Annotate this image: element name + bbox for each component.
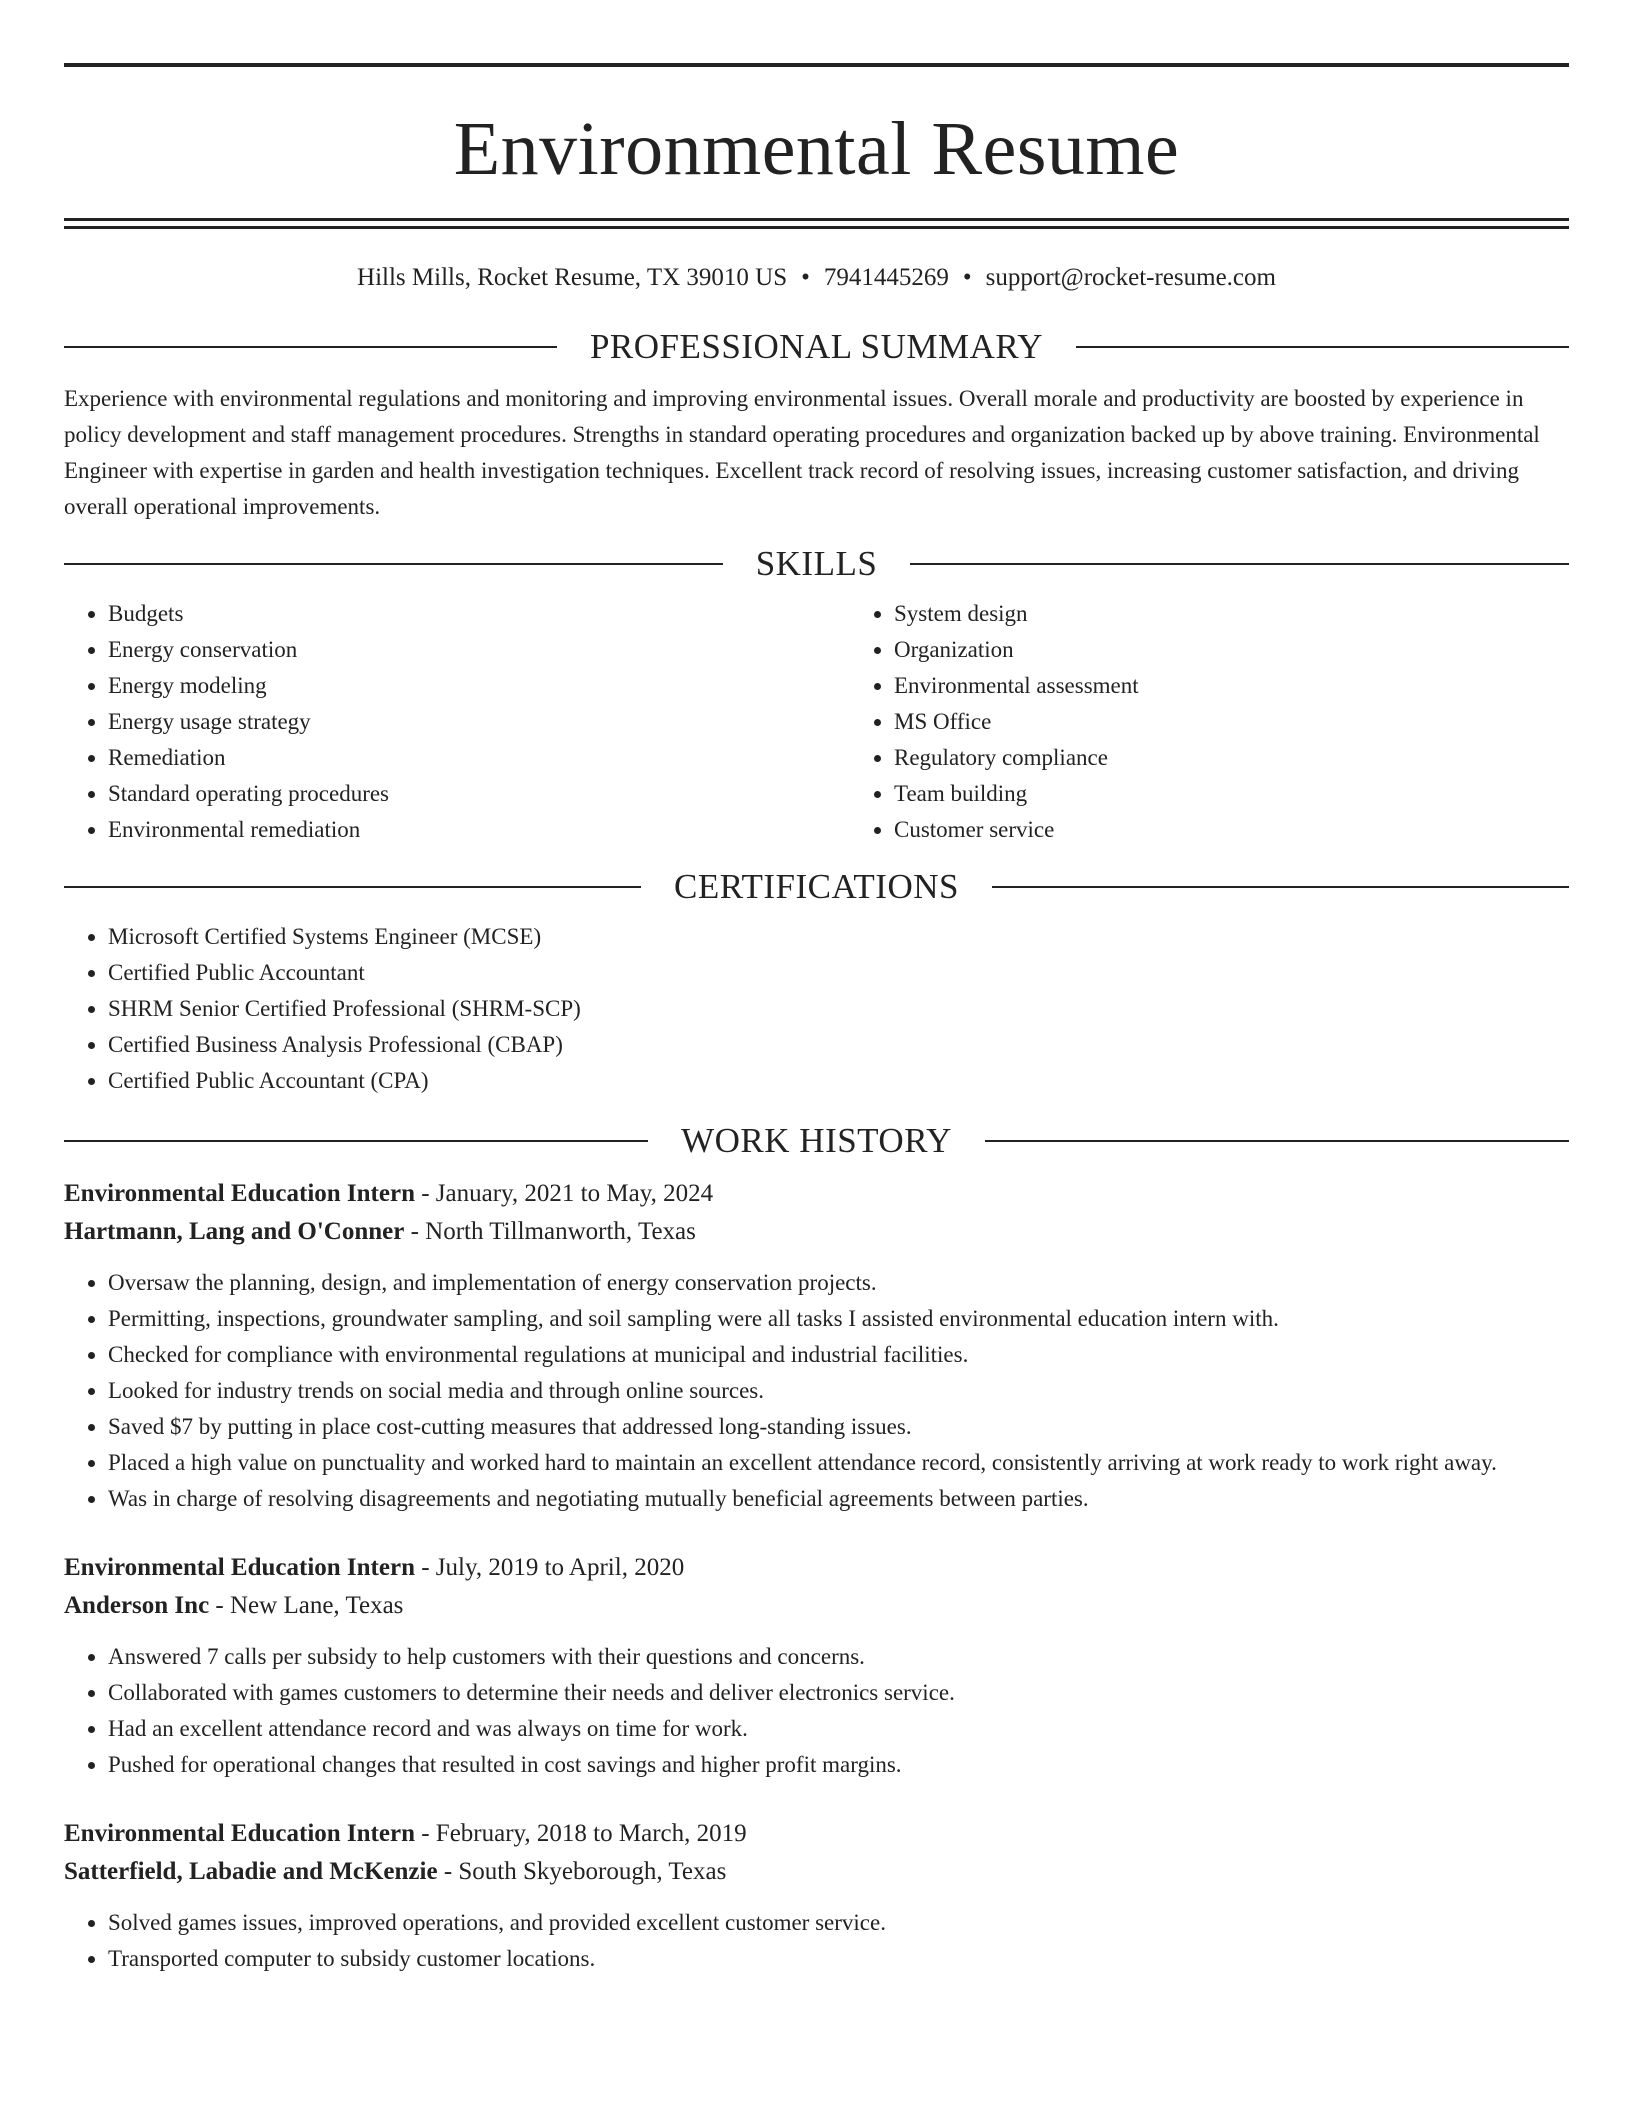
- skill-item: • Energy conservation: [108, 632, 850, 668]
- skill-item: • Energy usage strategy: [108, 704, 850, 740]
- job-company-line: [64, 1587, 1569, 1625]
- double-rule: [64, 218, 1569, 229]
- job-entry: [64, 1549, 1569, 1783]
- contact-phone: 7941445269: [823, 264, 949, 291]
- certifications-heading: [64, 865, 1569, 909]
- skill-item: • System design: [894, 596, 1569, 632]
- job-title: Environmental Education Intern: [64, 1820, 415, 1847]
- skill-item: • Standard operating procedures: [108, 776, 850, 812]
- job-bullet: • Was in charge of resolving disagreements and negotiating mutually beneficial agreements between parties.: [108, 1481, 1569, 1517]
- skill-item: • Budgets: [108, 596, 850, 632]
- resume-content: [64, 0, 1569, 1977]
- skills-list-right: [850, 596, 1569, 848]
- job-company: Anderson Inc: [64, 1592, 210, 1619]
- job-title: Environmental Education Intern: [64, 1554, 415, 1581]
- job-entry: [64, 1175, 1569, 1517]
- summary-text: Experience with environmental regulations and monitoring and improving environmental issues. Overall morale and productivity are boosted by experience in policy development and staff management procedures. Strengths in standard operating procedures and organization backed up by above training. Environmental Engineer with expertise in garden and health investigation techniques. Excellent track record of resolving issues, increasing customer satisfaction, and driving overall operational improvements.: [64, 386, 1540, 519]
- job-title-line: [64, 1175, 1569, 1213]
- heading-rule: [1076, 346, 1569, 348]
- job-title-line: [64, 1549, 1569, 1587]
- job-title-line: [64, 1815, 1569, 1853]
- contact-line: [64, 260, 1569, 296]
- skill-item: • Customer service: [894, 812, 1569, 848]
- summary-heading: [64, 325, 1569, 369]
- resume-title: Environmental Resume: [453, 107, 1180, 191]
- heading-rule: [910, 563, 1569, 565]
- contact-separator: •: [801, 264, 810, 291]
- certification-item: • Certified Business Analysis Professional (CBAP): [108, 1027, 1569, 1063]
- certification-item: • SHRM Senior Certified Professional (SHRM-SCP): [108, 991, 1569, 1027]
- section-title: SKILLS: [755, 544, 878, 583]
- heading-rule: [64, 886, 641, 888]
- skill-item: • Remediation: [108, 740, 850, 776]
- job-bullet: • Oversaw the planning, design, and implementation of energy conservation projects.: [108, 1265, 1569, 1301]
- job-company: Hartmann, Lang and O'Conner: [64, 1218, 405, 1245]
- skill-item: • Energy modeling: [108, 668, 850, 704]
- skills-heading: [64, 542, 1569, 586]
- job-bullets: [64, 1905, 1569, 1977]
- job-dates: - July, 2019 to April, 2020: [421, 1554, 685, 1581]
- job-location: - North Tillmanworth, Texas: [410, 1218, 696, 1245]
- job-bullet: • Saved $7 by putting in place cost-cutting measures that addressed long-standing issues.: [108, 1409, 1569, 1445]
- skill-item: • Environmental assessment: [894, 668, 1569, 704]
- job-bullet: • Transported computer to subsidy customer locations.: [108, 1941, 1569, 1977]
- job-bullets: [64, 1639, 1569, 1783]
- job-location: - South Skyeborough, Texas: [443, 1858, 727, 1885]
- contact-separator: •: [962, 264, 972, 291]
- job-company: Satterfield, Labadie and McKenzie: [64, 1858, 438, 1885]
- heading-rule: [985, 1140, 1569, 1142]
- job-bullet: • Looked for industry trends on social media and through online sources.: [108, 1373, 1569, 1409]
- section-title: PROFESSIONAL SUMMARY: [589, 327, 1044, 366]
- job-bullet: • Answered 7 calls per subsidy to help customers with their questions and concerns.: [108, 1639, 1569, 1675]
- top-rule: [64, 63, 1569, 67]
- job-bullet: • Checked for compliance with environmental regulations at municipal and industrial facilities.: [108, 1337, 1569, 1373]
- work-history-heading: [64, 1119, 1569, 1163]
- skills-list-left: [64, 596, 850, 848]
- skill-item: • Environmental remediation: [108, 812, 850, 848]
- job-bullet: • Solved games issues, improved operations, and provided excellent customer service.: [108, 1905, 1569, 1941]
- skill-item: • Team building: [894, 776, 1569, 812]
- certification-item: • Certified Public Accountant: [108, 955, 1569, 991]
- job-bullet: • Pushed for operational changes that resulted in cost savings and higher profit margins.: [108, 1747, 1569, 1783]
- job-location: - New Lane, Texas: [215, 1592, 404, 1619]
- heading-rule: [64, 346, 557, 348]
- job-company-line: [64, 1213, 1569, 1251]
- job-company-line: [64, 1853, 1569, 1891]
- section-title: CERTIFICATIONS: [674, 867, 959, 906]
- skill-item: • Regulatory compliance: [894, 740, 1569, 776]
- skill-item: • Organization: [894, 632, 1569, 668]
- heading-rule: [992, 886, 1569, 888]
- section-title: WORK HISTORY: [681, 1121, 952, 1160]
- job-bullet: • Collaborated with games customers to determine their needs and deliver electronics service.: [108, 1675, 1569, 1711]
- skills-columns: [64, 596, 1569, 848]
- certification-item: • Certified Public Accountant (CPA): [108, 1063, 1569, 1099]
- job-bullets: [64, 1265, 1569, 1517]
- heading-rule: [64, 563, 723, 565]
- certification-item: • Microsoft Certified Systems Engineer (MCSE): [108, 919, 1569, 955]
- heading-rule: [64, 1140, 648, 1142]
- contact-address: Hills Mills, Rocket Resume, TX 39010 US: [357, 264, 788, 291]
- job-dates: - January, 2021 to May, 2024: [421, 1180, 714, 1207]
- job-bullet: • Had an excellent attendance record and was always on time for work.: [108, 1711, 1569, 1747]
- skill-item: • MS Office: [894, 704, 1569, 740]
- job-bullet: • Permitting, inspections, groundwater sampling, and soil sampling were all tasks I assisted environmental education intern with.: [108, 1301, 1569, 1337]
- job-title: Environmental Education Intern: [64, 1180, 415, 1207]
- contact-email: support@rocket-resume.com: [985, 264, 1276, 291]
- job-bullet: • Placed a high value on punctuality and worked hard to maintain an excellent attendance record, consistently arriving at work ready to work right away.: [108, 1445, 1569, 1481]
- job-dates: - February, 2018 to March, 2019: [421, 1820, 747, 1847]
- certifications-list: [64, 919, 1569, 1099]
- job-entry: [64, 1815, 1569, 1977]
